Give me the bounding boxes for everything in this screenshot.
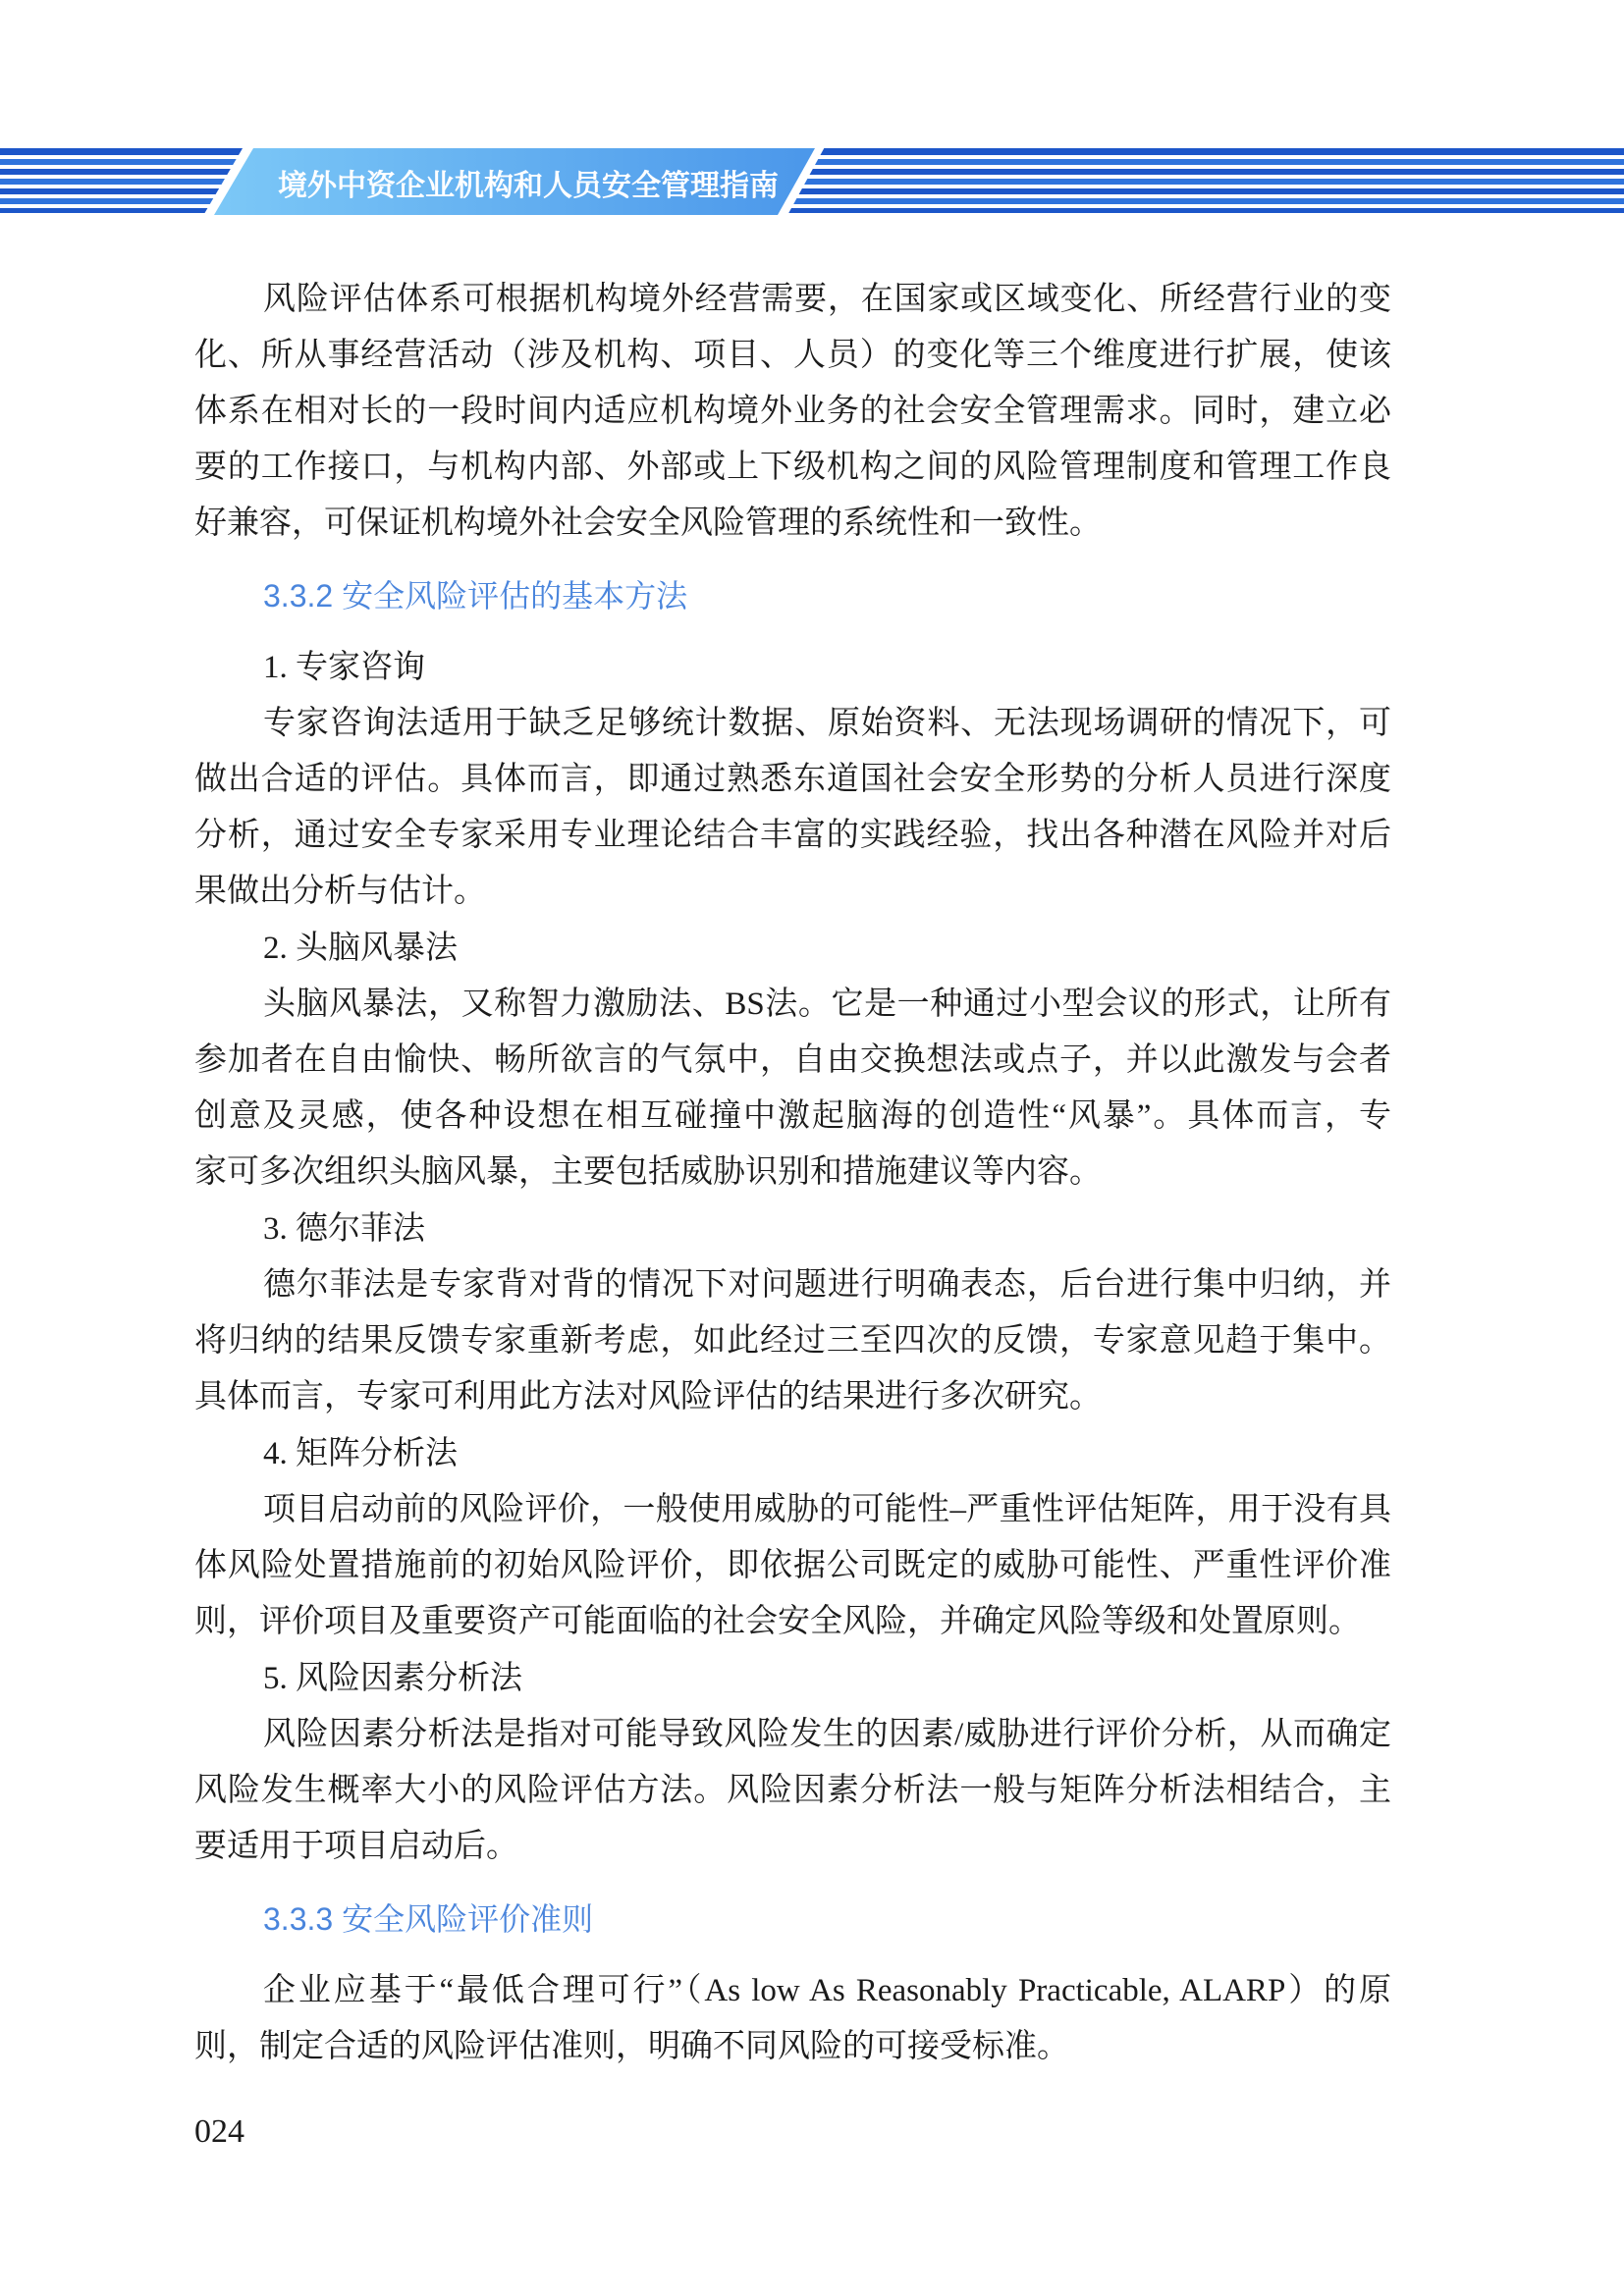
method-risk-factor-analysis bbox=[194, 1651, 1391, 1875]
paragraph-line: 好兼容，可保证机构境外社会安全风险管理的系统性和一致性。 bbox=[194, 506, 1102, 541]
paragraph-line: 家可多次组织头脑风暴，主要包括威胁识别和措施建议等内容。 bbox=[194, 1154, 1102, 1190]
page-number: 024 bbox=[194, 2113, 244, 2150]
page-body bbox=[194, 272, 1391, 2075]
paragraph-line: 体系在相对长的一段时间内适应机构境外业务的社会安全管理需求。同时，建立必 bbox=[194, 394, 1391, 429]
paragraph-line: 分析，通过安全专家采用专业理论结合丰富的实践经验，找出各种潜在风险并对后 bbox=[194, 818, 1391, 853]
paragraph-line: 具体而言，专家可利用此方法对风险评估的结果进行多次研究。 bbox=[194, 1379, 1102, 1415]
method-title: 1. 专家咨询 bbox=[263, 650, 425, 685]
method-expert-consultation bbox=[194, 640, 1391, 920]
paragraph-line: 则，制定合适的风险评估准则，明确不同风险的可接受标准。 bbox=[194, 2029, 1069, 2064]
paragraph-line: 做出合适的评估。具体而言，即通过熟悉东道国社会安全形势的分析人员进行深度 bbox=[194, 762, 1391, 797]
intro-paragraph bbox=[194, 272, 1391, 552]
method-title: 4. 矩阵分析法 bbox=[263, 1436, 458, 1471]
paragraph-line: 果做出分析与估计。 bbox=[194, 874, 486, 909]
method-matrix-analysis bbox=[194, 1426, 1391, 1650]
paragraph-line: 风险因素分析法是指对可能导致风险发生的因素/威胁进行评价分析，从而确定 bbox=[263, 1717, 1391, 1752]
method-title: 3. 德尔菲法 bbox=[263, 1211, 425, 1247]
running-header-title: 境外中资企业机构和人员安全管理指南 bbox=[278, 170, 779, 202]
paragraph-line: 创意及灵感，使各种设想在相互碰撞中激起脑海的创造性“风暴”。具体而言，专 bbox=[194, 1098, 1391, 1134]
paragraph-line: 风险评估体系可根据机构境外经营需要，在国家或区域变化、所经营行业的变 bbox=[263, 282, 1391, 317]
paragraph-line: 企业应基于“最低合理可行”（As low As Reasonably Practicable, ALARP）的原 bbox=[263, 1973, 1391, 2008]
method-title: 5. 风险因素分析法 bbox=[263, 1661, 522, 1696]
section-heading-3-3-2: 3.3.2 安全风险评估的基本方法 bbox=[263, 578, 688, 614]
paragraph-line: 则，评价项目及重要资产可能面临的社会安全风险，并确定风险等级和处置原则。 bbox=[194, 1604, 1361, 1639]
header-banner bbox=[0, 142, 1624, 221]
paragraph-line: 要的工作接口，与机构内部、外部或上下级机构之间的风险管理制度和管理工作良 bbox=[194, 450, 1391, 485]
criteria-paragraph bbox=[194, 1963, 1391, 2075]
paragraph-line: 德尔菲法是专家背对背的情况下对问题进行明确表态，后台进行集中归纳，并 bbox=[263, 1267, 1391, 1303]
paragraph-line: 化、所从事经营活动（涉及机构、项目、人员）的变化等三个维度进行扩展，使该 bbox=[194, 338, 1391, 373]
paragraph-line: 体风险处置措施前的初始风险评价，即依据公司既定的威胁可能性、严重性评价准 bbox=[194, 1548, 1391, 1583]
paragraph-line: 项目启动前的风险评价，一般使用威胁的可能性–严重性评估矩阵，用于没有具 bbox=[263, 1492, 1391, 1527]
paragraph-line: 要适用于项目启动后。 bbox=[194, 1829, 518, 1864]
method-brainstorming bbox=[194, 921, 1391, 1201]
paragraph-line: 头脑风暴法，又称智力激励法、BS法。它是一种通过小型会议的形式，让所有 bbox=[263, 987, 1391, 1022]
paragraph-line: 专家咨询法适用于缺乏足够统计数据、原始资料、无法现场调研的情况下，可 bbox=[263, 706, 1391, 741]
method-delphi bbox=[194, 1201, 1391, 1425]
paragraph-line: 参加者在自由愉快、畅所欲言的气氛中，自由交换想法或点子，并以此激发与会者 bbox=[194, 1042, 1391, 1078]
paragraph-line: 风险发生概率大小的风险评估方法。风险因素分析法一般与矩阵分析法相结合，主 bbox=[194, 1773, 1391, 1808]
paragraph-line: 将归纳的结果反馈专家重新考虑，如此经过三至四次的反馈，专家意见趋于集中。 bbox=[194, 1323, 1391, 1359]
method-title: 2. 头脑风暴法 bbox=[263, 931, 458, 966]
section-heading-3-3-3: 3.3.3 安全风险评价准则 bbox=[263, 1901, 594, 1937]
